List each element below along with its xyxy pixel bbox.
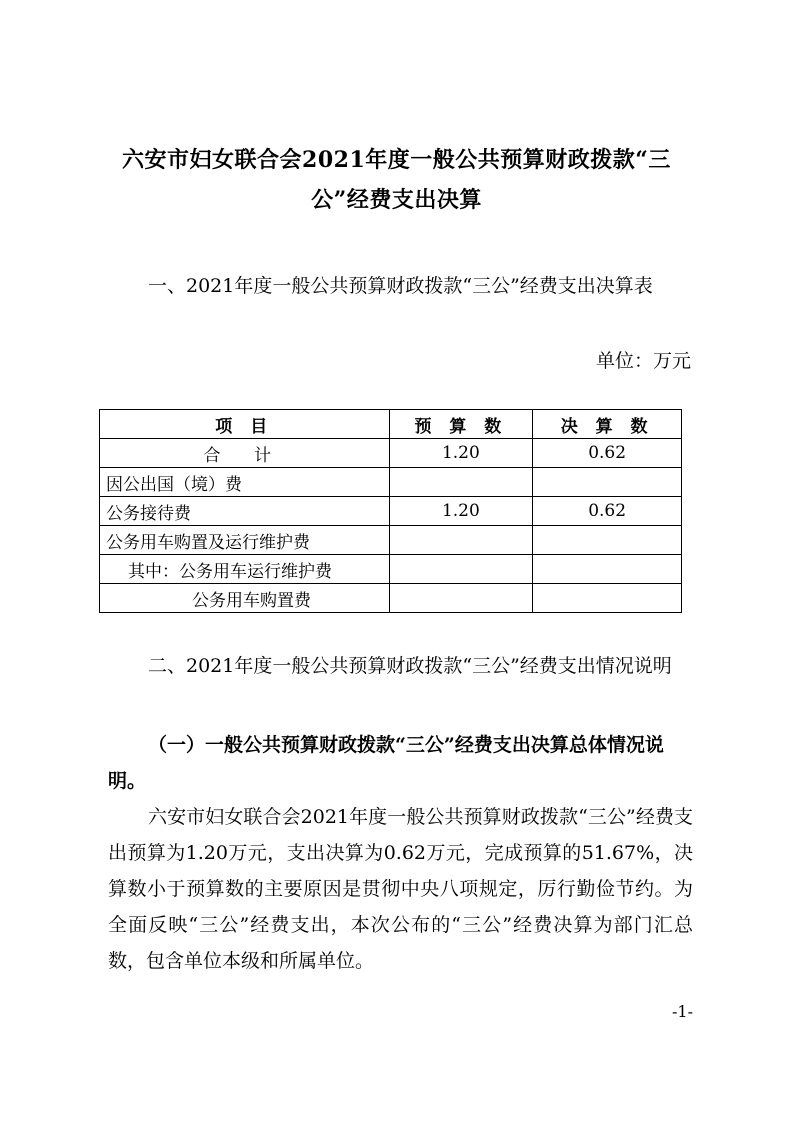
section-heading-2: 二、2021年度一般公共预算财政拨款“三公”经费支出情况说明 — [148, 655, 672, 677]
row-budget — [389, 584, 533, 613]
row-budget: 1.20 — [389, 497, 533, 526]
header-actual: 决 算 数 — [533, 410, 682, 439]
table-row-total — [100, 439, 682, 468]
table-row — [100, 555, 682, 584]
table-row — [100, 468, 682, 497]
subheading-1: （一）一般公共预算财政拨款“三公”经费支出决算总体情况说明。 — [108, 734, 664, 792]
row-label: 因公出国（境）费 — [100, 468, 390, 497]
row-label: 公务用车购置及运行维护费 — [100, 526, 390, 555]
total-budget: 1.20 — [389, 439, 533, 468]
total-label: 合 计 — [100, 439, 390, 468]
header-budget: 预 算 数 — [389, 410, 533, 439]
table-row — [100, 497, 682, 526]
table-row — [100, 584, 682, 613]
body-paragraph: 六安市妇女联合会2021年度一般公共预算财政拨款“三公”经费支出预算为1.20万元，支出决算为0.62万元，完成预算的51.67%，决算数小于预算数的主要原因是贯彻中央八项规定，厉行勤俭节约。为全面反映“三公”经费支出，本次公布的“三公”经费决算为部门汇总数，包含单位本级和所属单位。 — [108, 806, 693, 972]
unit-label: 单位：万元 — [595, 350, 691, 372]
row-budget — [389, 555, 533, 584]
row-actual: 0.62 — [533, 497, 682, 526]
row-actual — [533, 526, 682, 555]
section-heading-1: 一、2021年度一般公共预算财政拨款“三公”经费支出决算表 — [148, 275, 653, 297]
budget-table — [99, 409, 682, 613]
table-row — [100, 526, 682, 555]
row-label: 公务用车购置费 — [100, 584, 390, 613]
row-actual — [533, 584, 682, 613]
row-budget — [389, 468, 533, 497]
row-label: 其中：公务用车运行维护费 — [100, 555, 390, 584]
row-budget — [389, 526, 533, 555]
document-title: 六安市妇女联合会2021年度一般公共预算财政拨款“三公”经费支出决算 — [122, 147, 671, 213]
row-label: 公务接待费 — [100, 497, 390, 526]
page-number: -1- — [672, 1002, 693, 1021]
row-actual — [533, 468, 682, 497]
row-actual — [533, 555, 682, 584]
table-header-row — [100, 410, 682, 439]
total-actual: 0.62 — [533, 439, 682, 468]
header-item: 项 目 — [100, 410, 390, 439]
